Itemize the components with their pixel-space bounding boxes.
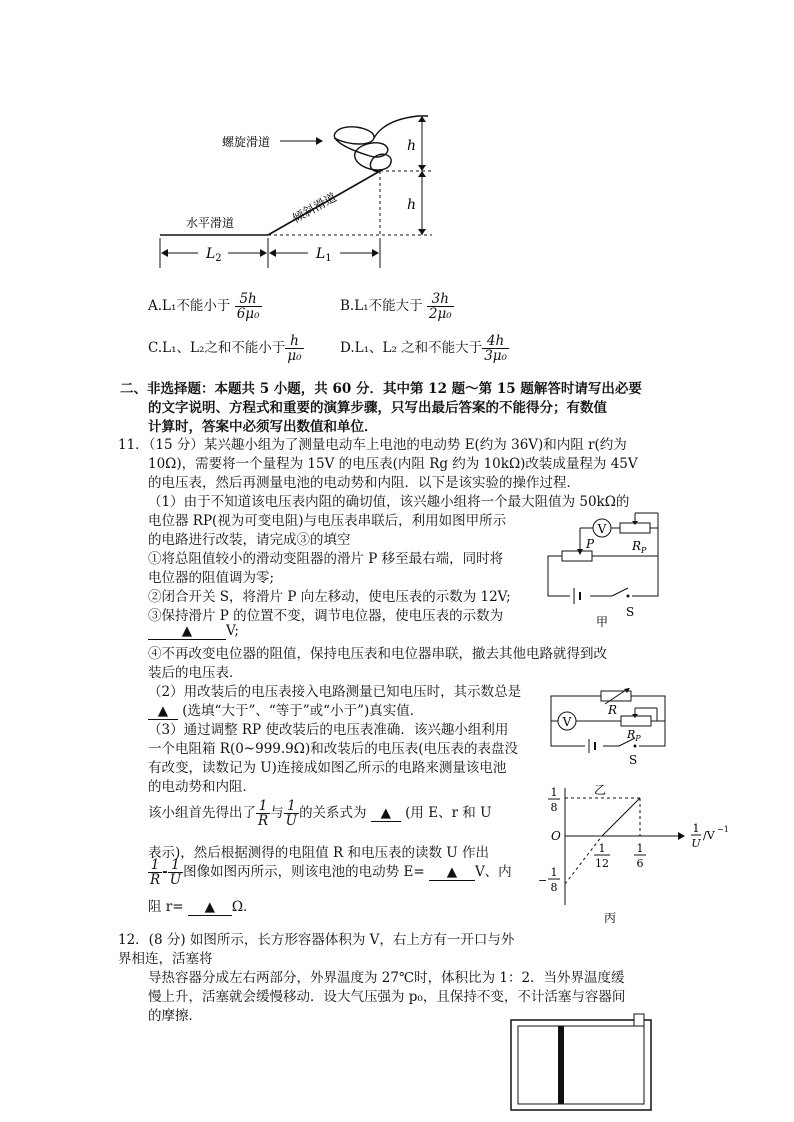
svg-text:RP [626, 728, 641, 743]
x1-den: 12 [595, 857, 609, 870]
q12-line1: 12．(8 分) 如图所示，长方形容器体积为 V，右上方有一开口与外 [118, 932, 515, 948]
y-top-den: 8 [550, 801, 558, 814]
option-d: D.L₁、L₂ 之和不能大于 $\frac{4h}{\text{3μ₀}}$ [340, 333, 507, 365]
option-b: B.L₁不能大于 $\frac{3h}{\text{2μ₀}}$ [340, 291, 452, 323]
l1-label: L [316, 246, 326, 262]
q11-line22: $\frac{1}{R}$ - $\frac{1}{U}$ 图像如图丙所示，则该电池的电动势 E= ▲ V、内 [150, 857, 512, 889]
svg-text:RP [631, 539, 647, 555]
q11-line21: 表示)，然后根据测得的电阻值 R 和电压表的读数 U 作出 [148, 845, 489, 861]
q12-line5: 的摩擦． [148, 1008, 202, 1024]
spiral-label: 螺旋滑道 [222, 135, 271, 149]
graph-caption: 丙 [603, 911, 617, 925]
circuit-a [540, 508, 670, 628]
switch-label-b: S [629, 753, 638, 767]
option-c: C.L₁、L₂之和不能小于 $\frac{h}{\text{μ₀}}$ [148, 333, 302, 365]
svg-text:L1 [315, 246, 332, 264]
rp-label: R [632, 539, 642, 553]
axis-den: U [691, 837, 701, 850]
section2-line2: 的文字说明、方程式和重要的演算步骤，只写出最后答案的不能得分；有数值 [148, 400, 607, 416]
q11-line11: ▲ V; [148, 623, 239, 640]
q11-line19: 的电动势和内阻． [148, 779, 256, 795]
y-bot-den: 8 [550, 881, 558, 894]
option-a: A.L₁不能小于 $\frac{5h}{\text{6μ₀}}$ [148, 291, 260, 323]
x1-num: 1 [598, 842, 606, 855]
voltmeter-label: V [597, 522, 607, 536]
q11-line5: 电位器 RP(视为可变电阻)与电压表串联后，利用如图甲所示 [148, 513, 507, 529]
graph-c [530, 780, 730, 930]
q11-line12: ④不再改变电位器的阻值，保持电压表和电位器串联，撤去其他电路就得到改 [148, 646, 607, 662]
rp-label-b: R [627, 728, 636, 741]
answer-blank-4[interactable]: ▲ [429, 864, 475, 881]
q11-line10: ③保持滑片 P 的位置不变，调节电位器，使电压表的示数为 [148, 608, 504, 624]
q11-line14: （2）用改装后的电压表接入电路测量已知电压时，其示数总是 [148, 684, 522, 700]
axis-sup: −1 [717, 825, 729, 834]
circuit-b [545, 688, 675, 770]
l2-label: L [206, 246, 216, 262]
voltmeter-label-b: V [562, 715, 572, 729]
track-figure [150, 108, 450, 273]
answer-blank-1[interactable]: ▲ [148, 623, 226, 640]
graph-b-caption: 乙 [593, 783, 607, 797]
q12-line4: 慢上升，活塞就会缓慢移动．设大气压强为 p₀，且保持不变，不计活塞与容器间 [148, 989, 626, 1005]
q11-line20: 该小组首先得出了 $\frac{1}{R}$ 与 $\frac{1}{U}$ 的关系式为 ▲ (用 E、r 和 U [148, 798, 492, 830]
q11-line4: （1）由于不知道该电压表内阻的确切值，该兴趣小组将一个最大阻值为 50kΩ的 [148, 494, 630, 510]
h-label-top: h [406, 138, 416, 154]
y-bot-sign: − [538, 874, 548, 887]
incline-label: 倾斜滑道 [290, 190, 339, 226]
q11-line13: 装后的电压表． [148, 665, 243, 681]
q12-line2: 界相连，活塞将 [118, 951, 213, 967]
answer-blank-5[interactable]: ▲ [188, 899, 232, 916]
q11-line17: 一个电阻箱 R(0~999.9Ω)和改装后的电压表(电压表的表盘没 [148, 741, 518, 757]
slider-label: P [586, 537, 595, 551]
q11-line2: 10Ω)，需要将一个量程为 15V 的电压表(内阻 Rg 约为 10kΩ)改装成量程为 45V [148, 456, 638, 472]
h-label-bottom: h [406, 197, 416, 213]
q11-line18: 有改变，读数记为 U)连接成如图乙所示的电路来测量该电池 [148, 760, 507, 776]
x2-num: 1 [636, 842, 644, 855]
switch-label: S [626, 605, 635, 619]
q11-line9: ②闭合开关 S，将滑片 P 向左移动，使电压表的示数为 12V; [148, 589, 511, 605]
y-bot-num: 1 [550, 866, 558, 879]
q11-line16: （3）通过调整 RP 使改装后的电压表准确．该兴趣小组利用 [148, 722, 509, 738]
axis-unit: /V [703, 829, 715, 842]
rp-sub: P [641, 546, 647, 555]
q11-line1: 11．（15 分）某兴趣小组为了测量电动车上电池的电动势 E(约为 36V)和内阻 r(约为 [118, 437, 627, 453]
q11-line7: ①将总阻值较小的滑动变阻器的滑片 P 移至最右端，同时将 [148, 551, 504, 567]
flat-label: 水平滑道 [186, 216, 235, 230]
x2-den: 6 [636, 857, 644, 870]
l1-sub: 1 [325, 253, 332, 264]
section2-line1: 二、非选择题：本题共 5 小题，共 60 分．其中第 12 题～第 15 题解答时请写出必要 [120, 381, 642, 397]
y-top-num: 1 [550, 786, 558, 799]
answer-blank-3[interactable]: ▲ [371, 805, 401, 822]
q11-line6: 的电路进行改装，请完成③的填空 [148, 532, 351, 548]
q12-line3: 导热容器分成左右两部分，外界温度为 27℃时，体积比为 1：2．当外界温度缓 [148, 970, 625, 986]
circuit-a-caption: 甲 [595, 615, 609, 628]
container-figure [508, 1012, 658, 1112]
origin-label: O [551, 829, 561, 843]
resistor-box-label: R [608, 703, 618, 717]
rp-sub-b: P [635, 734, 641, 743]
q11-line15: ▲ (选填“大于”、“等于”或“小于”)真实值． [148, 699, 423, 720]
svg-text:L2 [205, 246, 222, 264]
axis-num: 1 [692, 822, 700, 835]
q11-line8: 电位器的阻值调为零; [148, 570, 275, 586]
q11-line23: 阻 r= ▲ Ω． [148, 899, 257, 915]
l2-sub: 2 [215, 253, 222, 264]
q11-line3: 的电压表，然后再测量电池的电动势和内阻．以下是该实验的操作过程． [148, 475, 580, 491]
answer-blank-2[interactable]: ▲ [148, 703, 178, 720]
section2-line3: 计算时，答案中必须写出数值和单位． [148, 419, 378, 435]
